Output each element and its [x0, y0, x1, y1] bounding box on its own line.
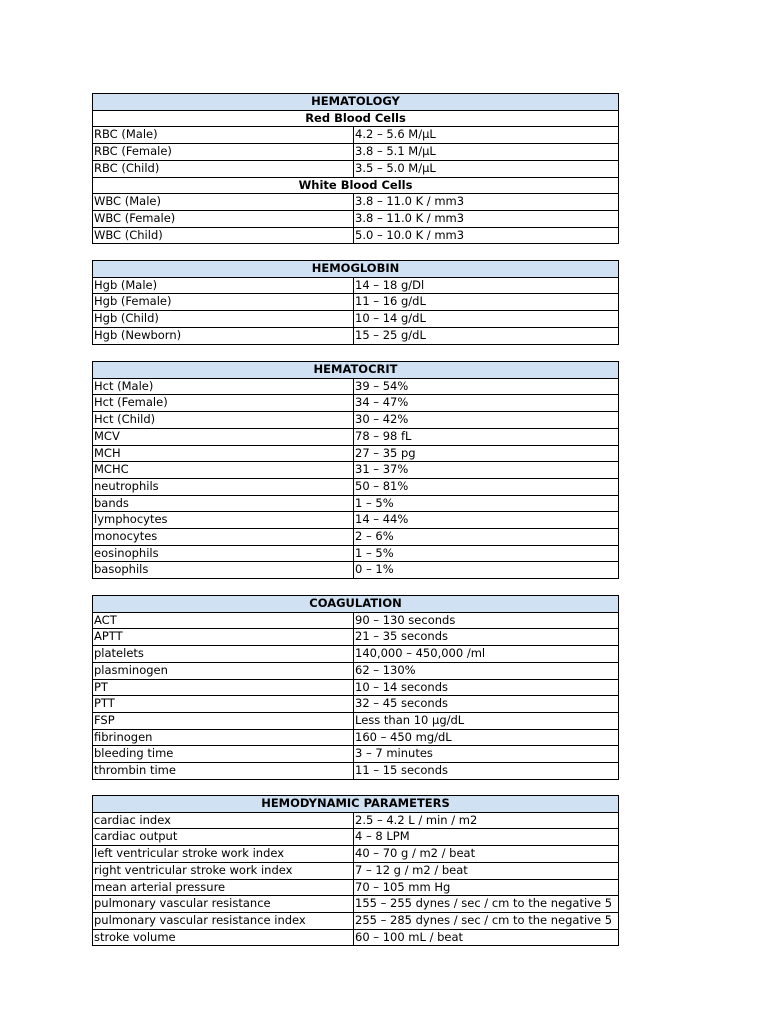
row-label: Hgb (Male) [93, 277, 354, 294]
section-subheading: White Blood Cells [93, 177, 619, 194]
row-value: 2.5 – 4.2 L / min / m2 [354, 812, 619, 829]
row-value: 60 – 100 mL / beat [354, 929, 619, 946]
table-title: HEMOGLOBIN [93, 261, 619, 278]
table-row [93, 846, 619, 863]
row-value: 39 – 54% [354, 378, 619, 395]
row-label: cardiac output [93, 829, 354, 846]
table-row [93, 712, 619, 729]
table-row [93, 210, 619, 227]
table-row [93, 696, 619, 713]
row-value: 11 – 16 g/dL [354, 294, 619, 311]
row-value: 62 – 130% [354, 662, 619, 679]
row-label: WBC (Female) [93, 210, 354, 227]
row-value: 32 – 45 seconds [354, 696, 619, 713]
table-row [93, 545, 619, 562]
row-label: Hct (Child) [93, 412, 354, 429]
row-value: 78 – 98 fL [354, 428, 619, 445]
row-value: 14 – 18 g/Dl [354, 277, 619, 294]
row-label: WBC (Child) [93, 227, 354, 244]
row-value: 160 – 450 mg/dL [354, 729, 619, 746]
row-label: mean arterial pressure [93, 879, 354, 896]
table-row [93, 929, 619, 946]
table-row [93, 428, 619, 445]
row-value: 1 – 5% [354, 495, 619, 512]
table-row [93, 311, 619, 328]
table-row [93, 879, 619, 896]
row-label: platelets [93, 646, 354, 663]
table-row [93, 646, 619, 663]
table-row [93, 445, 619, 462]
row-label: cardiac index [93, 812, 354, 829]
row-value: 4.2 – 5.6 M/µL [354, 127, 619, 144]
row-label: RBC (Child) [93, 160, 354, 177]
table-row [93, 277, 619, 294]
table-row [93, 478, 619, 495]
table-row [93, 395, 619, 412]
table-title: HEMATOCRIT [93, 362, 619, 379]
row-value: 3.5 – 5.0 M/µL [354, 160, 619, 177]
row-value: 10 – 14 seconds [354, 679, 619, 696]
table-row [93, 462, 619, 479]
table-row [93, 512, 619, 529]
row-label: MCH [93, 445, 354, 462]
row-value: 27 – 35 pg [354, 445, 619, 462]
table-title: HEMODYNAMIC PARAMETERS [93, 796, 619, 813]
table-row [93, 562, 619, 579]
table-row [93, 746, 619, 763]
row-value: 10 – 14 g/dL [354, 311, 619, 328]
row-label: Hct (Male) [93, 378, 354, 395]
table-row [93, 812, 619, 829]
row-value: 50 – 81% [354, 478, 619, 495]
row-value: 4 – 8 LPM [354, 829, 619, 846]
row-value: 11 – 15 seconds [354, 763, 619, 780]
row-label: PT [93, 679, 354, 696]
row-label: thrombin time [93, 763, 354, 780]
row-value: 1 – 5% [354, 545, 619, 562]
row-label: stroke volume [93, 929, 354, 946]
row-label: APTT [93, 629, 354, 646]
table-row [93, 227, 619, 244]
row-value: 70 – 105 mm Hg [354, 879, 619, 896]
row-label: fibrinogen [93, 729, 354, 746]
row-value: 7 – 12 g / m2 / beat [354, 862, 619, 879]
row-value: 21 – 35 seconds [354, 629, 619, 646]
table-row [93, 763, 619, 780]
row-value: 2 – 6% [354, 529, 619, 546]
table-row [93, 378, 619, 395]
coagulation-table [92, 595, 619, 780]
row-label: plasminogen [93, 662, 354, 679]
row-value: 30 – 42% [354, 412, 619, 429]
row-label: neutrophils [93, 478, 354, 495]
row-label: bleeding time [93, 746, 354, 763]
row-label: RBC (Female) [93, 144, 354, 161]
row-value: 0 – 1% [354, 562, 619, 579]
row-value: Less than 10 µg/dL [354, 712, 619, 729]
row-label: Hgb (Female) [93, 294, 354, 311]
row-label: Hgb (Child) [93, 311, 354, 328]
table-row [93, 412, 619, 429]
row-label: pulmonary vascular resistance [93, 896, 354, 913]
row-value: 3.8 – 11.0 K / mm3 [354, 194, 619, 211]
row-value: 3.8 – 11.0 K / mm3 [354, 210, 619, 227]
row-label: pulmonary vascular resistance index [93, 912, 354, 929]
row-label: right ventricular stroke work index [93, 862, 354, 879]
row-label: monocytes [93, 529, 354, 546]
table-row [93, 127, 619, 144]
row-label: eosinophils [93, 545, 354, 562]
row-value: 5.0 – 10.0 K / mm3 [354, 227, 619, 244]
table-row [93, 327, 619, 344]
table-row [93, 729, 619, 746]
row-value: 155 – 255 dynes / sec / cm to the negative 5 [354, 896, 619, 913]
row-label: FSP [93, 712, 354, 729]
table-row [93, 194, 619, 211]
hemodynamic-table [92, 795, 619, 946]
row-value: 40 – 70 g / m2 / beat [354, 846, 619, 863]
row-value: 14 – 44% [354, 512, 619, 529]
row-value: 15 – 25 g/dL [354, 327, 619, 344]
row-label: basophils [93, 562, 354, 579]
row-value: 255 – 285 dynes / sec / cm to the negative 5 [354, 912, 619, 929]
row-label: MCHC [93, 462, 354, 479]
row-label: Hgb (Newborn) [93, 327, 354, 344]
row-value: 34 – 47% [354, 395, 619, 412]
table-row [93, 662, 619, 679]
hemoglobin-table [92, 260, 619, 345]
table-title: COAGULATION [93, 596, 619, 613]
table-row [93, 495, 619, 512]
table-row [93, 829, 619, 846]
table-row [93, 912, 619, 929]
table-row [93, 160, 619, 177]
section-subheading: Red Blood Cells [93, 110, 619, 127]
table-row [93, 294, 619, 311]
row-label: MCV [93, 428, 354, 445]
table-title: HEMATOLOGY [93, 94, 619, 111]
row-value: 3.8 – 5.1 M/µL [354, 144, 619, 161]
table-row [93, 612, 619, 629]
row-label: RBC (Male) [93, 127, 354, 144]
row-label: ACT [93, 612, 354, 629]
row-label: bands [93, 495, 354, 512]
row-label: left ventricular stroke work index [93, 846, 354, 863]
table-row [93, 862, 619, 879]
table-row [93, 896, 619, 913]
hematology-table [92, 93, 619, 244]
hematocrit-table [92, 361, 619, 579]
row-label: PTT [93, 696, 354, 713]
row-value: 31 – 37% [354, 462, 619, 479]
row-label: lymphocytes [93, 512, 354, 529]
table-row [93, 529, 619, 546]
row-label: Hct (Female) [93, 395, 354, 412]
row-value: 140,000 – 450,000 /ml [354, 646, 619, 663]
row-value: 90 – 130 seconds [354, 612, 619, 629]
table-row [93, 629, 619, 646]
row-value: 3 – 7 minutes [354, 746, 619, 763]
row-label: WBC (Male) [93, 194, 354, 211]
table-row [93, 679, 619, 696]
table-row [93, 144, 619, 161]
